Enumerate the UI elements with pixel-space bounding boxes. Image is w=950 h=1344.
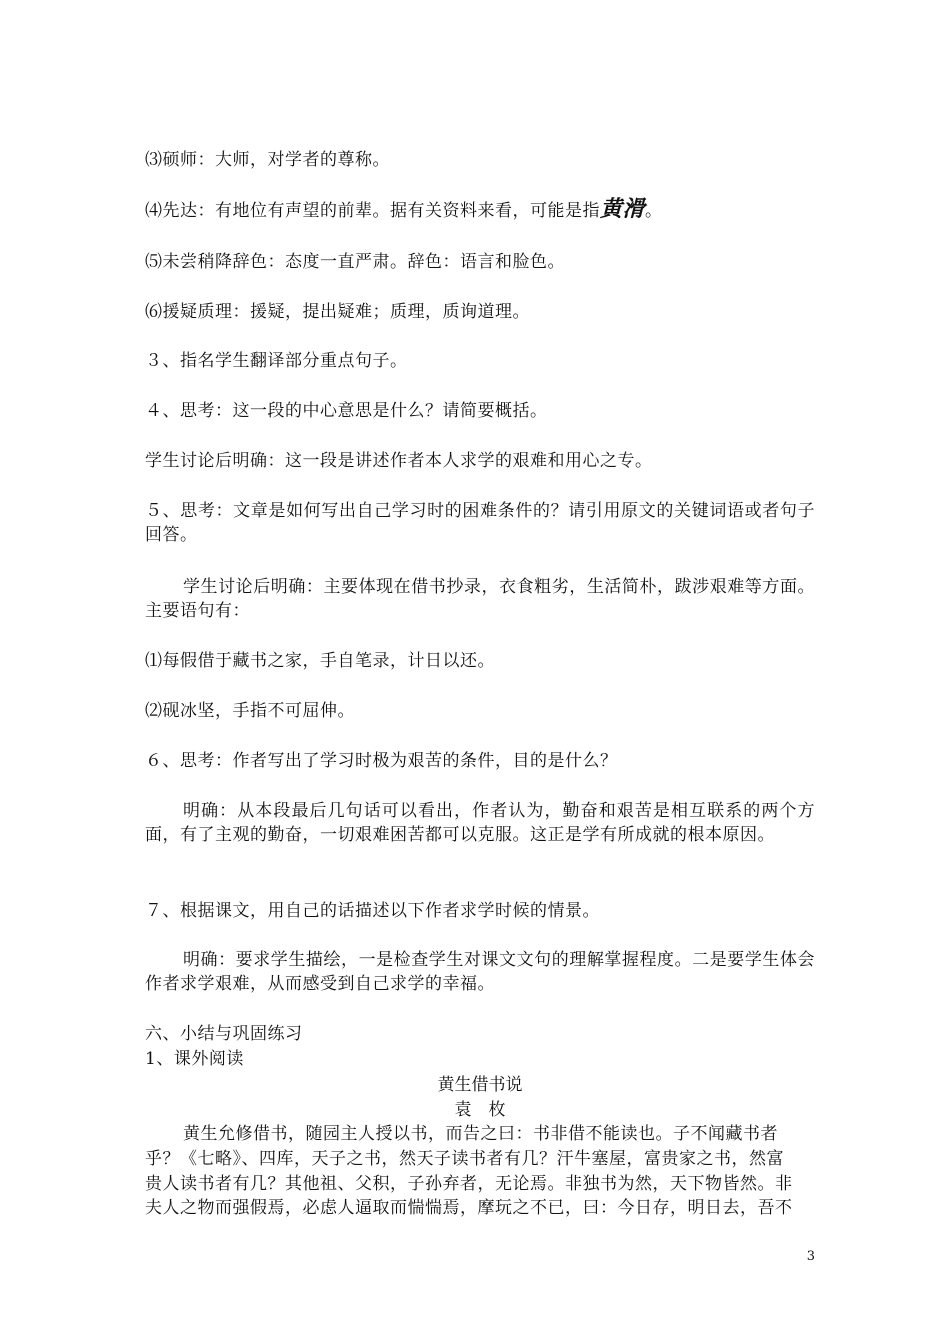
note-3: ⑶硕师：大师，对学者的尊称。 <box>145 150 390 170</box>
answer-4: 学生讨论后明确：这一段是讲述作者本人求学的艰难和用心之专。 <box>145 451 653 471</box>
quote-2: ⑵砚冰坚，手指不可屈伸。 <box>145 701 355 721</box>
note-4 <box>145 198 815 223</box>
subsection-heading: 1、课外阅读 <box>145 1049 244 1069</box>
item-6: ６、思考：作者写出了学习时极为艰苦的条件，目的是什么？ <box>145 751 618 771</box>
note-6: ⑹援疑质理：援疑，提出疑难；质理，质询道理。 <box>145 302 530 322</box>
answer-5: 学生讨论后明确：主要体现在借书抄录，衣食粗劣，生活简朴，跋涉艰难等方面。主要语句有： <box>145 577 815 621</box>
item-4: ４、思考：这一段的中心意思是什么？请简要概括。 <box>145 401 548 421</box>
answer-7: 明确：要求学生描绘，一是检查学生对课文文句的理解掌握程度。二是要学生体会作者求学艰难，从而感受到自己求学的幸福。 <box>145 950 815 994</box>
note-4-text: ⑷先达：有地位有声望的前辈。据有关资料来看，可能是指 <box>145 201 600 221</box>
emphasized-name: 黄滑 <box>600 197 646 222</box>
note-5: ⑸未尝稍降辞色：态度一直严肃。辞色：语言和脸色。 <box>145 252 565 272</box>
answer-6: 明确：从本段最后几句话可以看出，作者认为，勤奋和艰苦是相互联系的两个方面，有了主观的勤奋，一切艰难困苦都可以克服。这正是学有所成就的根本原因。 <box>145 801 815 845</box>
quote-1: ⑴每假借于藏书之家，手自笔录，计日以还。 <box>145 651 495 671</box>
reading-line-3: 贵人读书者有几？其他祖、父积，子孙弃者，无论焉。非独书为然，天下物皆然。非 <box>145 1174 793 1194</box>
reading-title: 黄生借书说 <box>437 1075 523 1095</box>
section-heading: 六、小结与巩固练习 <box>145 1024 303 1044</box>
item-5: ５、思考：文章是如何写出自己学习时的困难条件的？请引用原文的关键词语或者句子回答。 <box>145 501 815 545</box>
reading-line-2: 乎？《七略》、四库，天子之书，然天子读书者有几？汗牛塞屋，富贵家之书，然富 <box>145 1149 784 1169</box>
item-7: ７、根据课文，用自己的话描述以下作者求学时候的情景。 <box>145 901 600 921</box>
note-4-end: 。 <box>645 201 663 221</box>
item-3: ３、指名学生翻译部分重点句子。 <box>145 351 408 371</box>
page-number: 3 <box>806 1249 815 1264</box>
reading-author: 袁 枚 <box>454 1100 506 1120</box>
reading-line-4: 夫人之物而强假焉，必虑人逼取而惴惴焉，摩玩之不已，曰：今日存，明日去，吾不 <box>145 1198 793 1218</box>
reading-line-1: 黄生允修借书，随园主人授以书，而告之曰：书非借不能读也。子不闻藏书者 <box>183 1124 778 1144</box>
